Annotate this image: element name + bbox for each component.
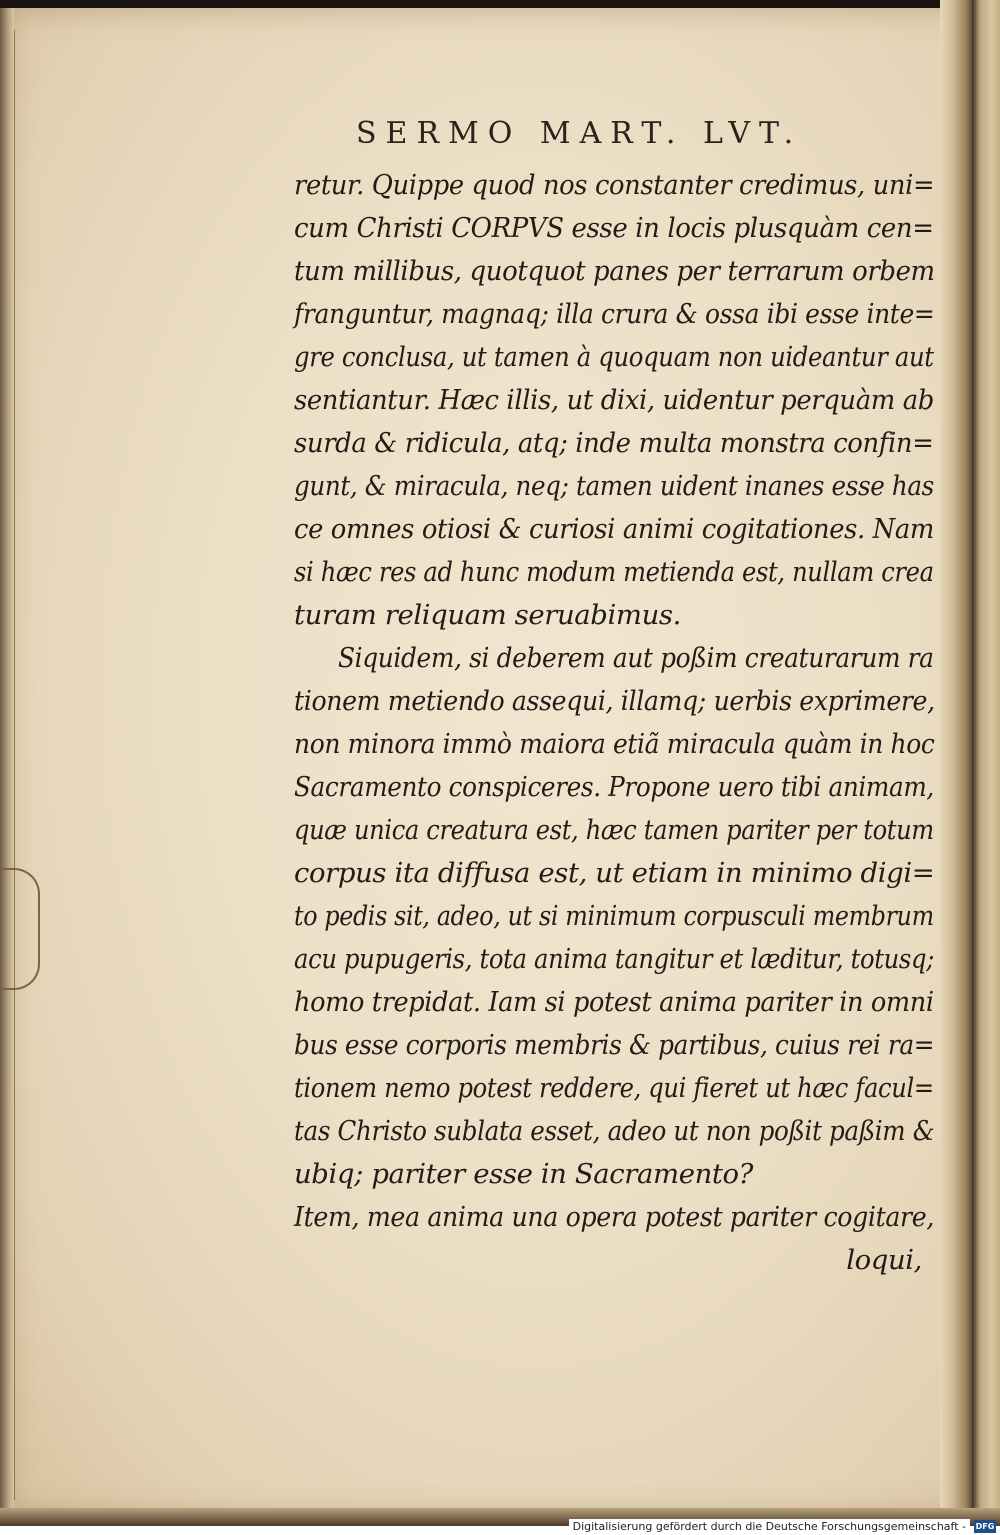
dfg-logo: DFG [975,1522,995,1531]
text-line: tas Christo sublata esset, adeo ut non poßit paßim & [294,1115,935,1147]
text-line: non minora immò maiora etiã miracula quàm in hoc [294,728,935,760]
text-line: cum Christi CORPVS esse in locis plusquàm cen= [294,212,934,244]
text-line: ce omnes otiosi & curiosi animi cogitationes. Nam [294,513,934,545]
text-line: si hæc res ad hunc modum metienda est, nullam crea [294,556,934,588]
text-line: quæ unica creatura est, hæc tamen pariter per totum [294,814,934,846]
text-line: Sacramento conspiceres. Propone uero tibi animam, [294,771,934,803]
text-line: tionem metiendo assequi, illamq; uerbis exprimere, [294,685,935,717]
text-line: surda & ridicula, atq; inde multa monstra confin= [294,427,934,459]
text-line: gunt, & miracula, neq; tamen uident inanes esse has [294,470,934,502]
facing-page-edge [972,0,1000,1525]
text-line: acu pupugeris, tota anima tangitur et læditur, totusq; [294,943,935,975]
text-line: Siquidem, si deberem aut poßim creaturarum ra [338,642,934,674]
digitization-credit: Digitalisierung gefördert durch die Deutsche Forschungsgemeinschaft - [569,1519,970,1535]
text-line: gre conclusa, ut tamen à quoquam non uideantur aut [294,341,934,373]
running-head: SERMO MART. LVT. [356,116,803,151]
catchword: loqui, [846,1244,922,1276]
text-line: ubiq; pariter esse in Sacramento? [294,1158,754,1190]
book-clasp-outline [0,868,40,990]
text-line: tum millibus, quotquot panes per terrarum orbem [294,255,935,287]
text-line: turam reliquam seruabimus. [294,599,681,631]
text-line: Item, mea anima una opera potest pariter cogitare, [294,1201,934,1233]
text-line: sentiantur. Hæc illis, ut dixi, uidentur perquàm ab [294,384,934,416]
text-line: tionem nemo potest reddere, qui fieret ut hæc facul= [294,1072,934,1104]
page-stack [8,30,15,1500]
text-line: retur. Quippe quod nos constanter credimus, uni= [294,169,935,201]
text-line: to pedis sit, adeo, ut si minimum corpusculi membrum [294,900,934,932]
binding-gutter [940,0,974,1525]
text-line: corpus ita diffusa est, ut etiam in minimo digi= [294,857,935,889]
text-line: bus esse corporis membris & partibus, cuius rei ra= [294,1029,935,1061]
text-line: franguntur, magnaq; illa crura & ossa ibi esse inte= [294,298,935,330]
text-line: homo trepidat. Iam si potest anima pariter in omni [294,986,934,1018]
